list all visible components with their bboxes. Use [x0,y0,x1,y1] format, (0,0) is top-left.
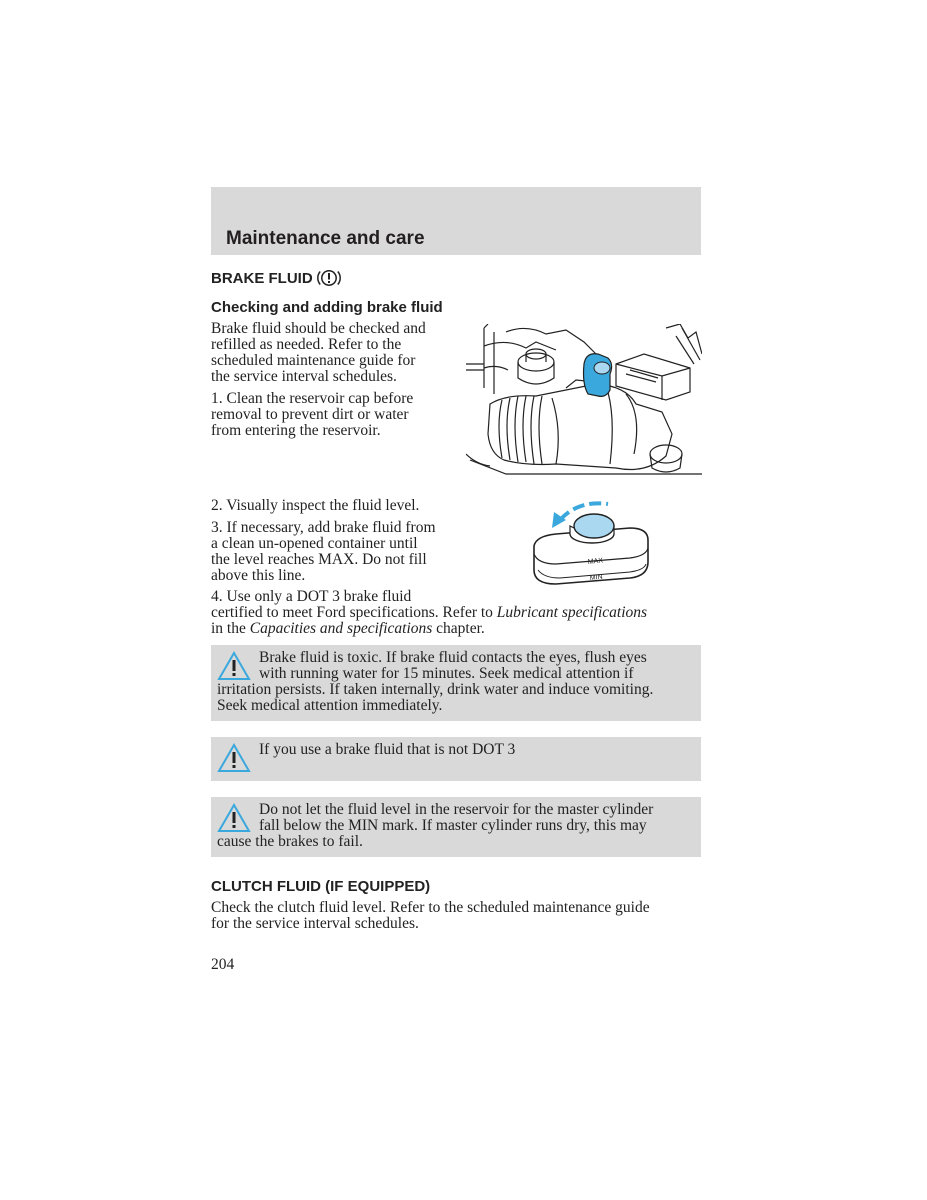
warning-text [217,650,693,714]
step-4-line: 4. Use only a DOT 3 brake fluid [211,588,412,605]
warning-line: fall below the MIN mark. If master cylinder runs dry, this may [259,817,647,834]
max-label: MAX [587,557,604,566]
intro-line: Brake fluid should be checked and [211,320,426,337]
warning-text [217,742,693,758]
step-3-line: 3. If necessary, add brake fluid from [211,519,436,536]
brake-fluid-heading-text: BRAKE FLUID [211,269,313,287]
warning-line: Do not let the fluid level in the reservoir for the master cylinder [259,801,654,818]
step-4-text: chapter. [432,620,485,637]
clutch-fluid-heading: CLUTCH FLUID (IF EQUIPPED) [211,878,431,895]
warning-line: irritation persists. If taken internally, drink water and induce vomiting. [217,681,654,698]
capacities-chapter-ref: Capacities and specifications [249,620,433,637]
step-1-line: 1. Clean the reservoir cap before [211,390,414,407]
step-1-line: removal to prevent dirt or water [211,406,409,423]
clutch-line: for the service interval schedules. [211,915,419,932]
min-label: MIN [589,573,603,582]
intro-paragraph [211,321,426,385]
step-2: 2. Visually inspect the fluid level. [211,497,420,514]
step-4 [211,589,647,637]
warning-box [211,645,701,721]
warning-box [211,797,701,857]
warning-line: If you use a brake fluid that is not DOT 3 [259,741,516,758]
warning-text [217,802,693,850]
step-3-line: a clean un-opened container until [211,535,418,552]
warning-line: Seek medical attention immediately. [217,697,443,714]
checking-adding-subheading: Checking and adding brake fluid [211,299,443,316]
step-1-line: from entering the reservoir. [211,422,381,439]
step-4-line [211,605,647,621]
intro-line: scheduled maintenance guide for [211,352,416,369]
brake-fluid-heading [211,267,341,289]
intro-line: the service interval schedules. [211,368,397,385]
lubricant-specs-ref: Lubricant specifications [496,604,648,621]
step-3 [211,520,436,584]
brake-warning-icon [317,267,341,289]
step-3-line: the level reaches MAX. Do not fill [211,551,427,568]
warning-line: with running water for 15 minutes. Seek medical attention if [259,665,634,682]
warning-line: cause the brakes to fail. [217,833,363,850]
step-3-line: above this line. [211,567,306,584]
warning-line: Brake fluid is toxic. If brake fluid contacts the eyes, flush eyes [259,649,647,666]
step-4-text: certified to meet Ford specifications. Refer to [211,604,497,621]
warning-box [211,737,701,781]
clutch-line: Check the clutch fluid level. Refer to the scheduled maintenance guide [211,899,650,916]
clutch-fluid-paragraph [211,900,650,932]
step-4-text: in the [211,620,250,637]
page-number: 204 [211,956,235,973]
step-1 [211,391,413,439]
step-4-line [211,621,647,637]
reservoir-illustration [526,498,656,590]
intro-line: refilled as needed. Refer to the [211,336,402,353]
engine-bay-illustration [466,324,702,480]
section-title: Maintenance and care [226,228,425,249]
